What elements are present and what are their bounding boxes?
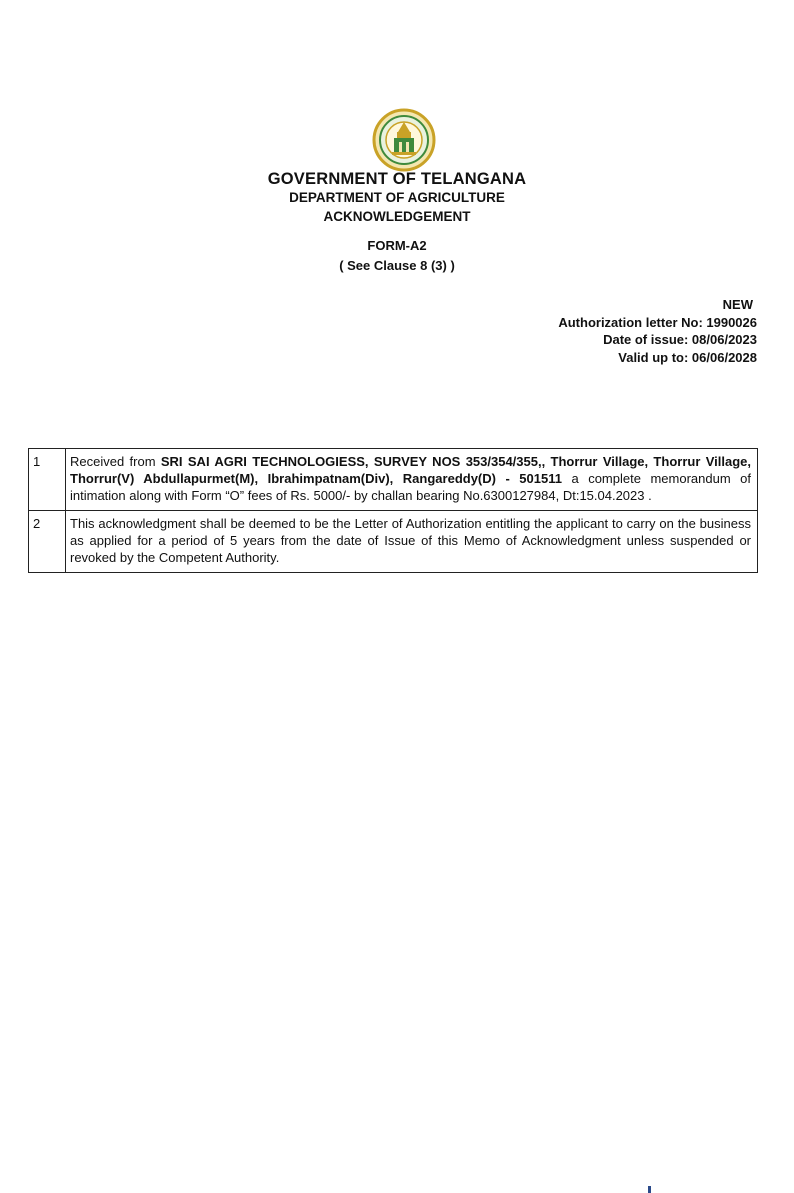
document-title: ACKNOWLEDGEMENT <box>323 209 471 224</box>
telangana-emblem-icon <box>372 108 436 172</box>
scan-edge-mark <box>648 1186 651 1193</box>
status-label: NEW <box>722 297 753 312</box>
row-number: 2 <box>29 511 66 573</box>
applicant-details: SRI SAI AGRI TECHNOLOGIESS, SURVEY NOS 353/354/355,, Thorrur Village, Thorrur Village, Thorrur(V) Abdullapurmet(M), Ibrahimpatnam(Div), Rangareddy(D) - 501511 <box>70 454 751 486</box>
clause-reference: ( See Clause 8 (3) ) <box>339 258 455 273</box>
department-title: DEPARTMENT OF AGRICULTURE <box>289 190 505 205</box>
row-text <box>66 449 758 511</box>
date-of-issue: Date of issue: 08/06/2023 <box>603 332 757 347</box>
table-row <box>29 511 758 573</box>
valid-up-to: Valid up to: 06/06/2028 <box>618 349 757 365</box>
authorization-letter-number: Authorization letter No: 1990026 <box>558 314 757 330</box>
acknowledgement-table <box>28 448 758 573</box>
authorization-meta <box>558 296 757 366</box>
form-name: FORM-A2 <box>367 238 427 253</box>
row-text: This acknowledgment shall be deemed to be the Letter of Authorization entitling the applicant to carry on the business as applied for a period of 5 years from the date of Issue of this Memo of Acknowledgment unless suspended or revoked by the Competent Authority. <box>66 511 758 573</box>
government-title: GOVERNMENT OF TELANGANA <box>267 170 527 188</box>
row-text-suffix: a complete memorandum of intimation along with Form “O” fees of Rs. 5000/- by challan bearing No.6300127984, Dt:15.04.2023 . <box>70 471 751 503</box>
table-row <box>29 449 758 511</box>
row-text-prefix: Received from <box>70 454 161 469</box>
row-number: 1 <box>29 449 66 511</box>
